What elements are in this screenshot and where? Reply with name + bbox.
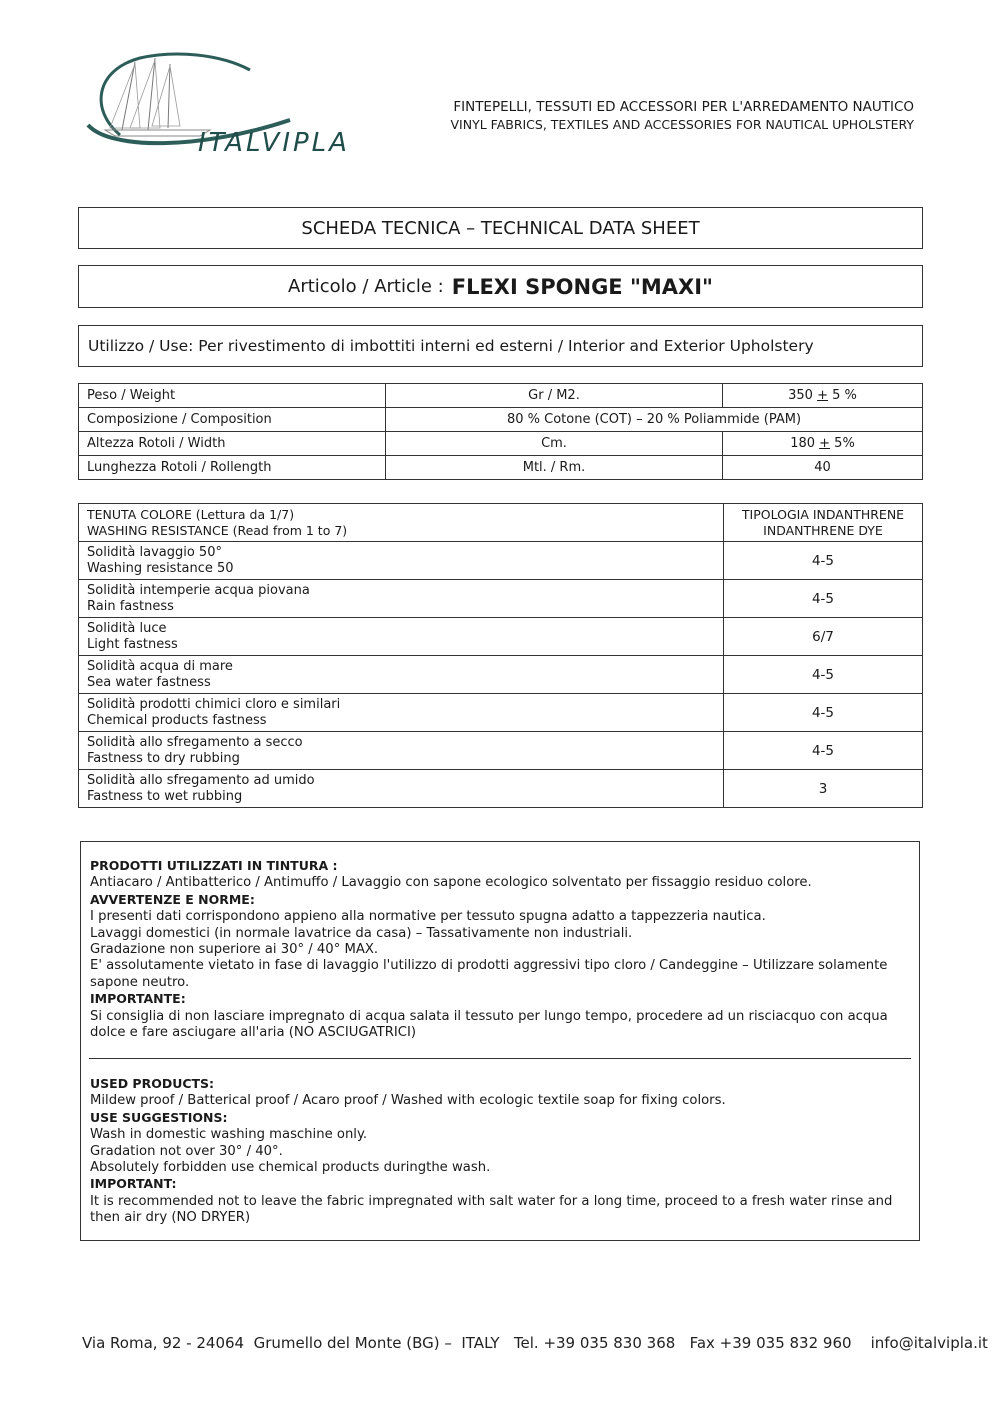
notes-text: Si consiglia di non lasciare impregnato di acqua salata il tessuto per lungo tempo, procedere ad un risciacquo con acqua dolce e fare asciugare all'aria (NO ASCIUGATRICI) (90, 1008, 888, 1041)
spec-label: Lunghezza Rotoli / Rollength (79, 456, 386, 480)
spec-composition: 80 % Cotone (COT) – 20 % Poliammide (PAM) (386, 408, 923, 432)
spec-unit: Gr / M2. (386, 384, 723, 408)
notes-heading: IMPORTANTE: (90, 991, 186, 1007)
spec-label: Composizione / Composition (79, 408, 386, 432)
notes-text: E' assolutamente vietato in fase di lavaggio l'utilizzo di prodotti aggressivi tipo cloro / Candeggine – Utilizzare solamente sapone neutro. (90, 958, 888, 990)
wash-label: Solidità allo sfregamento a secco Fastness to dry rubbing (79, 732, 724, 770)
table-row (79, 732, 923, 770)
spec-value: 40 (723, 456, 923, 480)
wash-label: Solidità prodotti chimici cloro e similari Chemical products fastness (79, 694, 724, 732)
spec-unit: Cm. (386, 432, 723, 456)
wash-value: 3 (724, 770, 923, 808)
spec-value: 180 + 5% (723, 432, 923, 456)
notes-italian (90, 858, 907, 1041)
company-logo (80, 50, 390, 165)
notes-heading: USED PRODUCTS: (90, 1076, 215, 1091)
wash-resistance-table (78, 503, 923, 808)
table-row (79, 432, 923, 456)
notes-heading: USE SUGGESTIONS: (90, 1109, 228, 1125)
notes-english (90, 1076, 907, 1227)
table-row (79, 408, 923, 432)
table-row (79, 580, 923, 618)
wash-label: Solidità intemperie acqua piovana Rain fastness (79, 580, 724, 618)
notes-text: I presenti dati corrispondono appieno alla normative per tessuto spugna adatto a tappezzeria nautica. (90, 909, 766, 925)
wash-header-left: TENUTA COLORE (Lettura da 1/7) WASHING RESISTANCE (Read from 1 to 7) (79, 504, 724, 542)
spec-value: 350 + 5 % (723, 384, 923, 408)
table-row (79, 618, 923, 656)
company-line-english: VINYL FABRICS, TEXTILES AND ACCESSORIES FOR NAUTICAL UPHOLSTERY (450, 117, 914, 132)
article-box (78, 265, 923, 308)
spec-unit: Mtl. / Rm. (386, 456, 723, 480)
wash-value: 4-5 (724, 694, 923, 732)
wash-value: 4-5 (724, 656, 923, 694)
wash-value: 4-5 (724, 542, 923, 580)
table-row (79, 694, 923, 732)
table-row (79, 770, 923, 808)
table-row (79, 542, 923, 580)
wash-label: Solidità lavaggio 50° Washing resistance 50 (79, 542, 724, 580)
wash-value: 4-5 (724, 580, 923, 618)
notes-heading: AVVERTENZE E NORME: (90, 891, 255, 907)
sheet-title-box (78, 207, 923, 249)
article-label: Articolo / Article : (288, 276, 444, 297)
wash-value: 6/7 (724, 618, 923, 656)
spec-table (78, 383, 923, 480)
notes-text: Absolutely forbidden use chemical products duringthe wash. (90, 1160, 491, 1176)
spec-label: Peso / Weight (79, 384, 386, 408)
notes-text: Mildew proof / Batterical proof / Acaro proof / Washed with ecologic textile soap for fixing colors. (90, 1093, 726, 1109)
wash-header-right: TIPOLOGIA INDANTHRENE INDANTHRENE DYE (724, 504, 923, 542)
spec-label: Altezza Rotoli / Width (79, 432, 386, 456)
footer-contact: Via Roma, 92 - 24064 Grumello del Monte (BG) – ITALY Tel. +39 035 830 368 Fax +39 035 832 960 info@italvipla.it (82, 1334, 988, 1352)
notes-divider (89, 1058, 911, 1059)
table-row (79, 384, 923, 408)
wash-label: Solidità acqua di mare Sea water fastness (79, 656, 724, 694)
wash-value: 4-5 (724, 732, 923, 770)
logo-wordmark: ITALVIPLA (198, 128, 350, 158)
notes-heading: IMPORTANT: (90, 1176, 177, 1192)
notes-text: Lavaggi domestici (in normale lavatrice da casa) – Tassativamente non industriali. (90, 925, 633, 941)
table-row (79, 456, 923, 480)
use-text: Utilizzo / Use: Per rivestimento di imbottiti interni ed esterni / Interior and Exterior Upholstery (88, 337, 814, 355)
company-line-italian: FINTEPELLI, TESSUTI ED ACCESSORI PER L'ARREDAMENTO NAUTICO (453, 99, 914, 115)
notes-heading: PRODOTTI UTILIZZATI IN TINTURA : (90, 858, 338, 873)
wash-label: Solidità allo sfregamento ad umido Fastness to wet rubbing (79, 770, 724, 808)
sheet-title: SCHEDA TECNICA – TECHNICAL DATA SHEET (301, 217, 700, 239)
notes-text: Wash in domestic washing maschine only. (90, 1127, 368, 1143)
company-description (450, 99, 914, 133)
table-header-row (79, 504, 923, 542)
article-name: FLEXI SPONGE "MAXI" (451, 274, 713, 299)
notes-text: Gradation not over 30° / 40°. (90, 1143, 283, 1159)
wash-label: Solidità luce Light fastness (79, 618, 724, 656)
notes-box (80, 841, 920, 1241)
use-box (78, 325, 923, 367)
notes-text: It is recommended not to leave the fabric impregnated with salt water for a long time, proceed to a fresh water rinse and then air dry (NO DRYER) (90, 1193, 893, 1226)
notes-text: Antiacaro / Antibatterico / Antimuffo / Lavaggio con sapone ecologico solventato per fissaggio residuo colore. (90, 875, 812, 891)
notes-text: Gradazione non superiore ai 30° / 40° MAX. (90, 942, 379, 958)
table-row (79, 656, 923, 694)
